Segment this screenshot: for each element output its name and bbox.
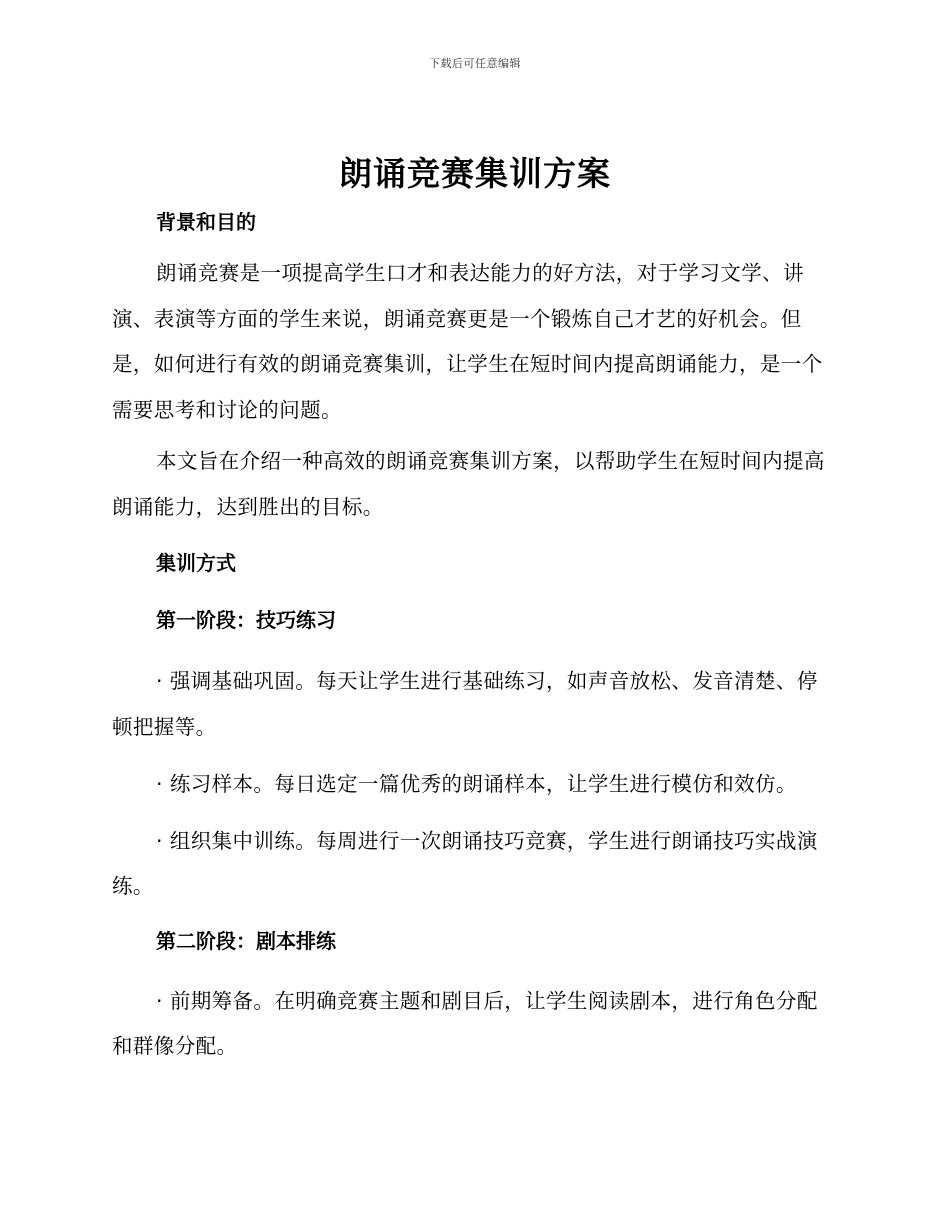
document-title: 朗诵竞赛集训方案: [339, 154, 611, 193]
stage1-item-3: · 组织集中训练。每周进行一次朗诵技巧竞赛，学生进行朗诵技巧实战演练。: [112, 828, 818, 898]
stage1-item-2: · 练习样本。每日选定一篇优秀的朗诵样本，让学生进行模仿和效仿。: [156, 772, 797, 796]
document-body: [112, 205, 832, 1070]
section-heading-background: 背景和目的: [156, 210, 256, 234]
stage1-item-1: · 强调基础巩固。每天让学生进行基础练习，如声音放松、发音清楚、停顿把握等。: [112, 669, 818, 739]
stage2-heading: 第二阶段：剧本排练: [156, 928, 336, 953]
header-note: 下载后可任意编辑: [429, 57, 521, 70]
stage1-heading: 第一阶段：技巧练习: [156, 608, 336, 632]
paragraph-background-2: 本文旨在介绍一种高效的朗诵竞赛集训方案，以帮助学生在短时间内提高朗诵能力，达到胜出的目标。: [112, 449, 825, 519]
stage2-item-1: · 前期筹备。在明确竞赛主题和剧目后，让学生阅读剧本，进行角色分配和群像分配。: [112, 988, 818, 1058]
section-heading-method: 集训方式: [156, 551, 236, 575]
paragraph-background-1: 朗诵竞赛是一项提高学生口才和表达能力的好方法，对于学习文学、讲演、表演等方面的学生来说，朗诵竞赛更是一个锻炼自己才艺的好机会。但是，如何进行有效的朗诵竞赛集训，让学生在短时间内提高朗诵能力，是一个需要思考和讨论的问题。: [112, 261, 823, 422]
